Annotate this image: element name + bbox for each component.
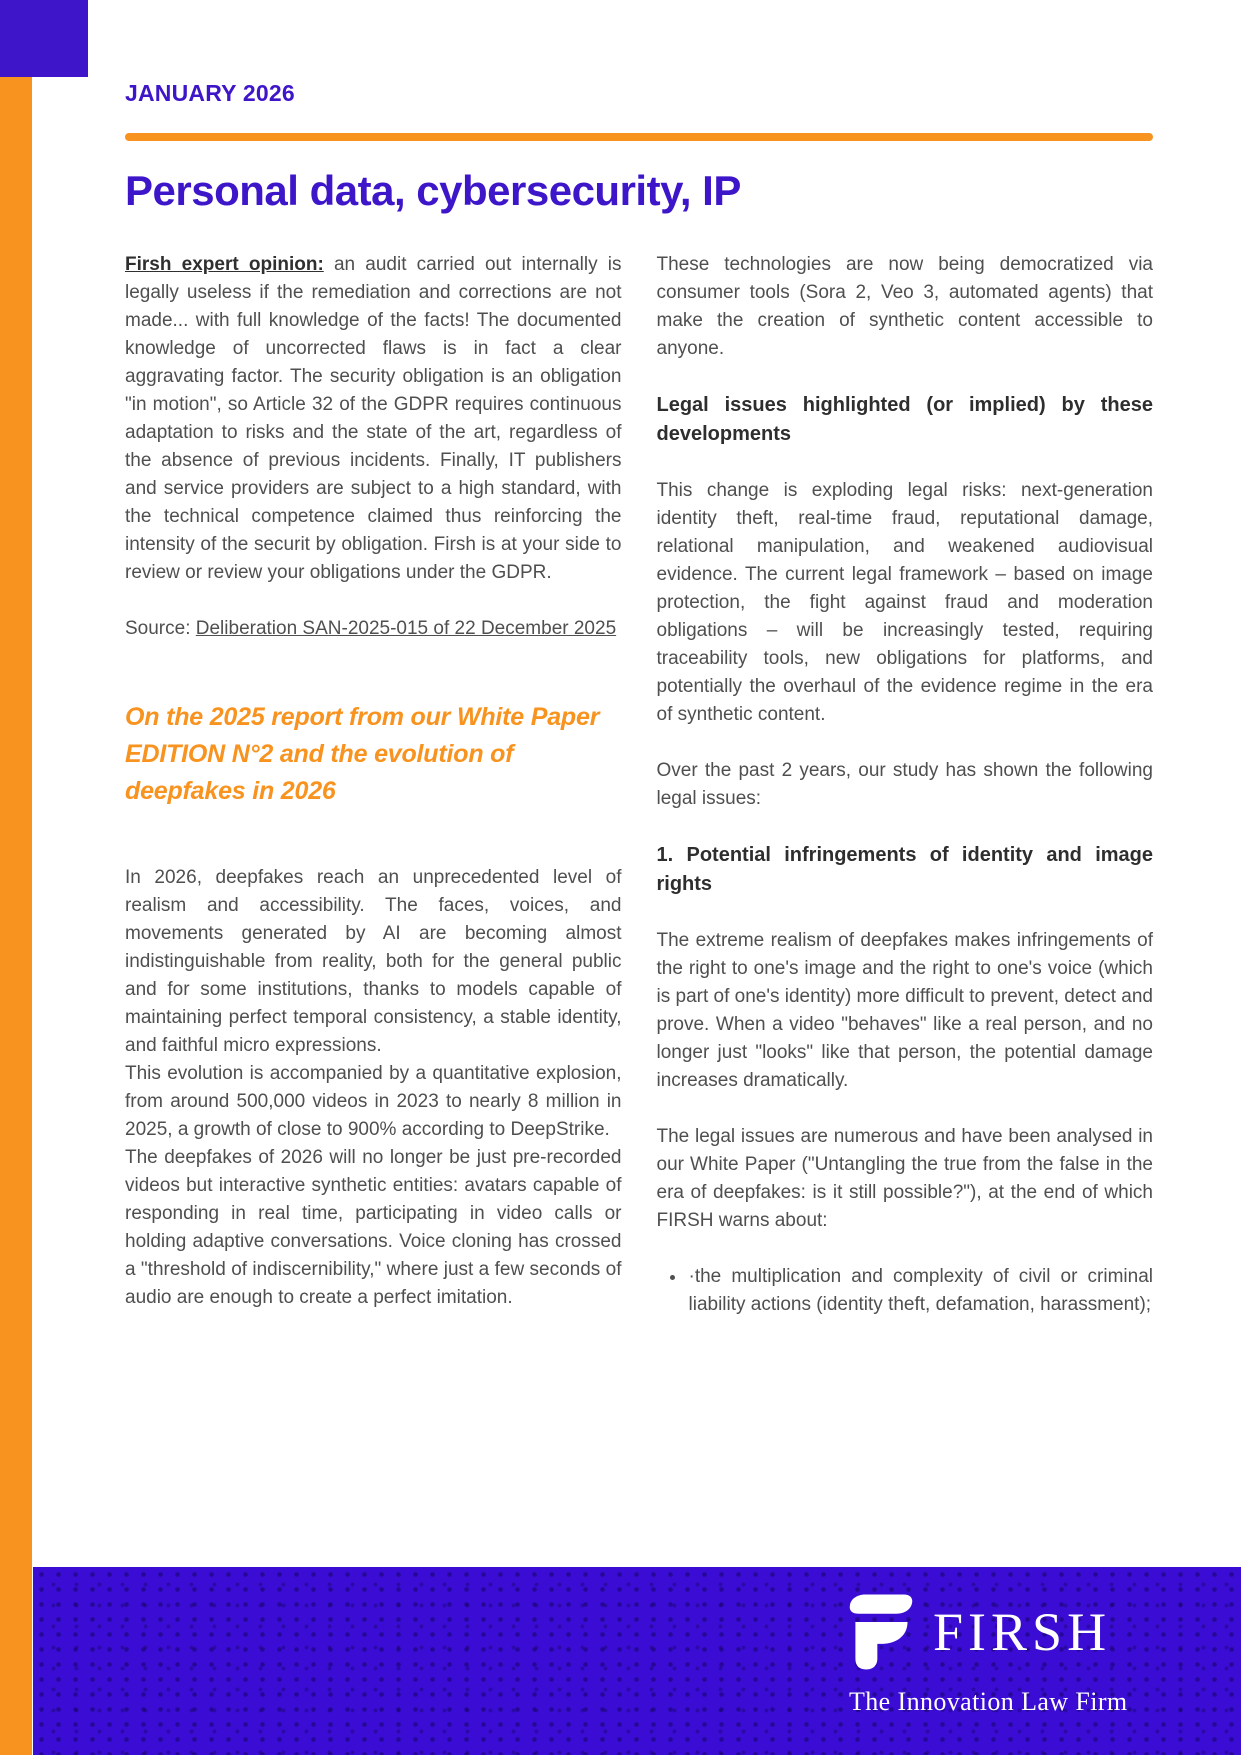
- left-column: [125, 251, 622, 1319]
- expert-opinion-lead: Firsh expert opinion:: [125, 254, 324, 276]
- source-line: [125, 615, 622, 643]
- deepfakes-paragraph-3: The deepfakes of 2026 will no longer be just pre-recorded videos but interactive synthetic entities: avatars capable of responding in real time, participating in video calls or holding adaptive conversations. Voice cloning has crossed a "threshold of indiscernibility," where just a few seconds of audio are enough to create a perfect imitation.: [125, 1147, 622, 1309]
- source-link[interactable]: Deliberation SAN-2025-015 of 22 December 2025: [195, 618, 617, 640]
- firsh-logo-icon: [849, 1593, 913, 1671]
- deepfakes-paragraph-1: In 2026, deepfakes reach an unprecedented level of realism and accessibility. The faces, voices, and movements generated by AI are becoming almost indistinguishable from reality, both for the general public and for some institutions, thanks to models capable of maintaining perfect temporal consistency, a stable identity, and faithful micro expressions.: [125, 867, 622, 1057]
- footer-band: [33, 1567, 1241, 1755]
- legal-risks-paragraph: This change is exploding legal risks: next-generation identity theft, real-time fraud, reputational damage, relational manipulation, and weakened audiovisual evidence. The current legal framework – based on image protection, the fight against fraud and moderation obligations – will be increasingly tested, requiring traceability tools, new obligations for platforms, and potentially the overhaul of the evidence regime in the era of synthetic content.: [656, 480, 1153, 726]
- infringements-heading: 1. Potential infringements of identity and image rights: [656, 844, 1153, 896]
- page-title: Personal data, cybersecurity, IP: [125, 167, 741, 214]
- white-paper-warning-paragraph: The legal issues are numerous and have been analysed in our White Paper ("Untangling the true from the false in the era of deepfakes: is it still possible?"), at the end of which FIRSH warns about:: [656, 1126, 1153, 1232]
- warning-list: [657, 1263, 1154, 1319]
- issue-date: JANUARY 2026: [125, 80, 295, 106]
- realism-paragraph: The extreme realism of deepfakes makes infringements of the right to one's image and the right to one's voice (which is part of one's identity) more difficult to prevent, detect and prove. When a video "behaves" like a real person, and no longer just "looks" like that person, the potential damage increases dramatically.: [656, 930, 1153, 1092]
- source-label: Source:: [125, 618, 196, 640]
- expert-opinion-paragraph: [125, 251, 622, 587]
- white-paper-heading: On the 2025 report from our White Paper EDITION N°2 and the evolution of deepfakes in 2026: [125, 703, 600, 806]
- right-column: [657, 251, 1154, 1319]
- left-accent-strip: [0, 77, 32, 1755]
- brand-block: [849, 1593, 1128, 1717]
- brand-row: [849, 1593, 1111, 1671]
- deepfakes-paragraph-2: This evolution is accompanied by a quantitative explosion, from around 500,000 videos in 2023 to nearly 8 million in 2025, a growth of close to 900% according to DeepStrike.: [125, 1063, 622, 1141]
- study-paragraph: Over the past 2 years, our study has shown the following legal issues:: [656, 760, 1153, 810]
- brand-wordmark: FIRSH: [933, 1602, 1112, 1662]
- brand-tagline: The Innovation Law Firm: [849, 1687, 1128, 1716]
- page-content: [125, 80, 1153, 1319]
- technologies-paragraph: These technologies are now being democratized via consumer tools (Sora 2, Veo 3, automated agents) that make the creation of synthetic content accessible to anyone.: [656, 254, 1153, 360]
- corner-accent-square: [0, 0, 88, 77]
- legal-issues-heading: Legal issues highlighted (or implied) by these developments: [656, 394, 1153, 446]
- expert-opinion-body: an audit carried out internally is legally useless if the remediation and corrections are not made... with full knowledge of the facts! The documented knowledge of uncorrected flaws is in fact a clear aggravating factor. The security obligation is an obligation "in motion", so Article 32 of the GDPR requires continuous adaptation to risks and the state of the art, regardless of the absence of previous incidents. Finally, IT publishers and service providers are subject to a high standard, with the technical competence claimed thus reinforcing the intensity of the securit by obligation. Firsh is at your side to review or review your obligations under the GDPR.: [125, 254, 622, 584]
- warning-list-item: • ·the multiplication and complexity of civil or criminal liability actions (identity theft, defamation, harassment);: [687, 1263, 1154, 1319]
- orange-divider: [125, 133, 1153, 141]
- two-column-body: [125, 251, 1153, 1319]
